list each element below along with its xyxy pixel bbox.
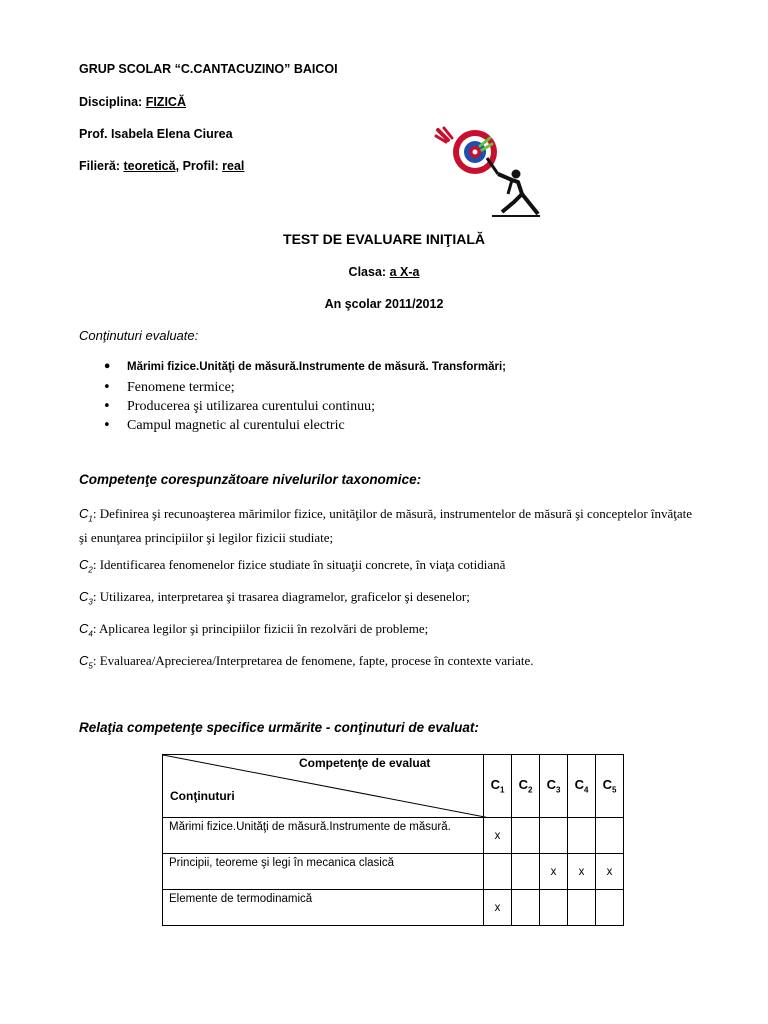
mark-cell — [512, 890, 540, 926]
column-header-c2: $C_2$ — [512, 755, 540, 818]
competences-heading: Competenţe corespunzătoare nivelurilor taxonomice: — [79, 472, 422, 487]
track-line — [79, 159, 244, 173]
mark-cell — [540, 890, 568, 926]
mark-cell — [540, 818, 568, 854]
row-label: Principii, teoreme şi legi în mecanica clasică — [163, 854, 484, 890]
competence-c1: $C_1$: Definirea şi recunoaşterea mărimilor fizice, unităţilor de măsură, instrumentelor de măsură şi conceptelor învăţate şi enunţarea principiilor şi legilor fizicii studiate; — [79, 506, 693, 545]
table-header-row — [163, 755, 624, 818]
class-label: Clasa: — [348, 265, 387, 279]
list-item: • Mărimi fizice.Unităţi de măsură.Instrumente de măsură. Transformări; — [103, 359, 723, 378]
row-label: Mărimi fizice.Unităţi de măsură.Instrumente de măsură. — [163, 818, 484, 854]
mark-cell — [512, 818, 540, 854]
class-line — [0, 265, 768, 279]
target-icon — [453, 130, 497, 174]
mark-cell — [568, 818, 596, 854]
corner-top-label: Competenţe de evaluat — [299, 756, 431, 770]
contents-heading: Conţinuturi evaluate: — [79, 328, 199, 343]
competence-c4: $C_4$: Aplicarea legilor şi principiilor fizicii în rezolvări de probleme; — [79, 621, 429, 639]
mark-cell: x — [484, 890, 512, 926]
mark-cell: x — [568, 854, 596, 890]
track-value: teoretică, — [123, 159, 180, 173]
school-name: GRUP SCOLAR “C.CANTACUZINO” BAICOI — [79, 62, 338, 76]
column-header-c3: $C_3$ — [540, 755, 568, 818]
profile-label: Profil: — [182, 159, 219, 173]
arrows-icon — [436, 128, 452, 142]
table-row — [163, 854, 624, 890]
column-header-c1: $C_1$ — [484, 755, 512, 818]
row-label: Elemente de termodinamică — [163, 890, 484, 926]
mark-cell: x — [484, 818, 512, 854]
list-item: • Fenomene termice; — [103, 378, 723, 397]
mark-cell — [596, 890, 624, 926]
school-year: An şcolar 2011/2012 — [324, 297, 444, 311]
mark-cell — [596, 818, 624, 854]
mark-cell — [512, 854, 540, 890]
discipline-value: FIZICĂ — [145, 95, 186, 109]
corner-cell — [163, 755, 484, 818]
track-label: Filieră: — [79, 159, 120, 173]
column-header-c5: $C_5$ — [596, 755, 624, 818]
mark-cell: x — [540, 854, 568, 890]
discipline-line — [79, 95, 186, 109]
competence-c2: $C_2$: Identificarea fenomenelor fizice studiate în situaţii concrete, în viaţa cotidiană — [79, 557, 506, 575]
test-title: TEST DE EVALUARE INIŢIALĂ — [283, 231, 485, 247]
corner-bottom-label: Conţinuturi — [170, 789, 235, 803]
target-archer-illustration — [432, 124, 544, 220]
column-header-c4: $C_4$ — [568, 755, 596, 818]
figure-icon — [487, 158, 540, 216]
profile-value: real — [222, 159, 245, 173]
list-item: • Campul magnetic al curentului electric — [103, 416, 723, 435]
competence-c5: $C_5$: Evaluarea/Aprecierea/Interpretarea de fenomene, fapte, procese în contexte variate. — [79, 653, 534, 671]
class-value: a X-a — [389, 265, 420, 279]
mark-cell — [568, 890, 596, 926]
teacher-name: Prof. Isabela Elena Ciurea — [79, 127, 233, 141]
contents-list — [103, 359, 723, 435]
table-row — [163, 818, 624, 854]
relation-table — [162, 754, 624, 926]
relation-heading: Relaţia competenţe specifice urmărite - conţinuturi de evaluat: — [79, 720, 479, 735]
list-item: • Producerea şi utilizarea curentului continuu; — [103, 397, 723, 416]
competence-c3: $C_3$: Utilizarea, interpretarea şi trasarea diagramelor, graficelor şi desenelor; — [79, 589, 470, 607]
mark-cell: x — [596, 854, 624, 890]
discipline-label: Disciplina: — [79, 95, 143, 109]
mark-cell — [484, 854, 512, 890]
table-row — [163, 890, 624, 926]
